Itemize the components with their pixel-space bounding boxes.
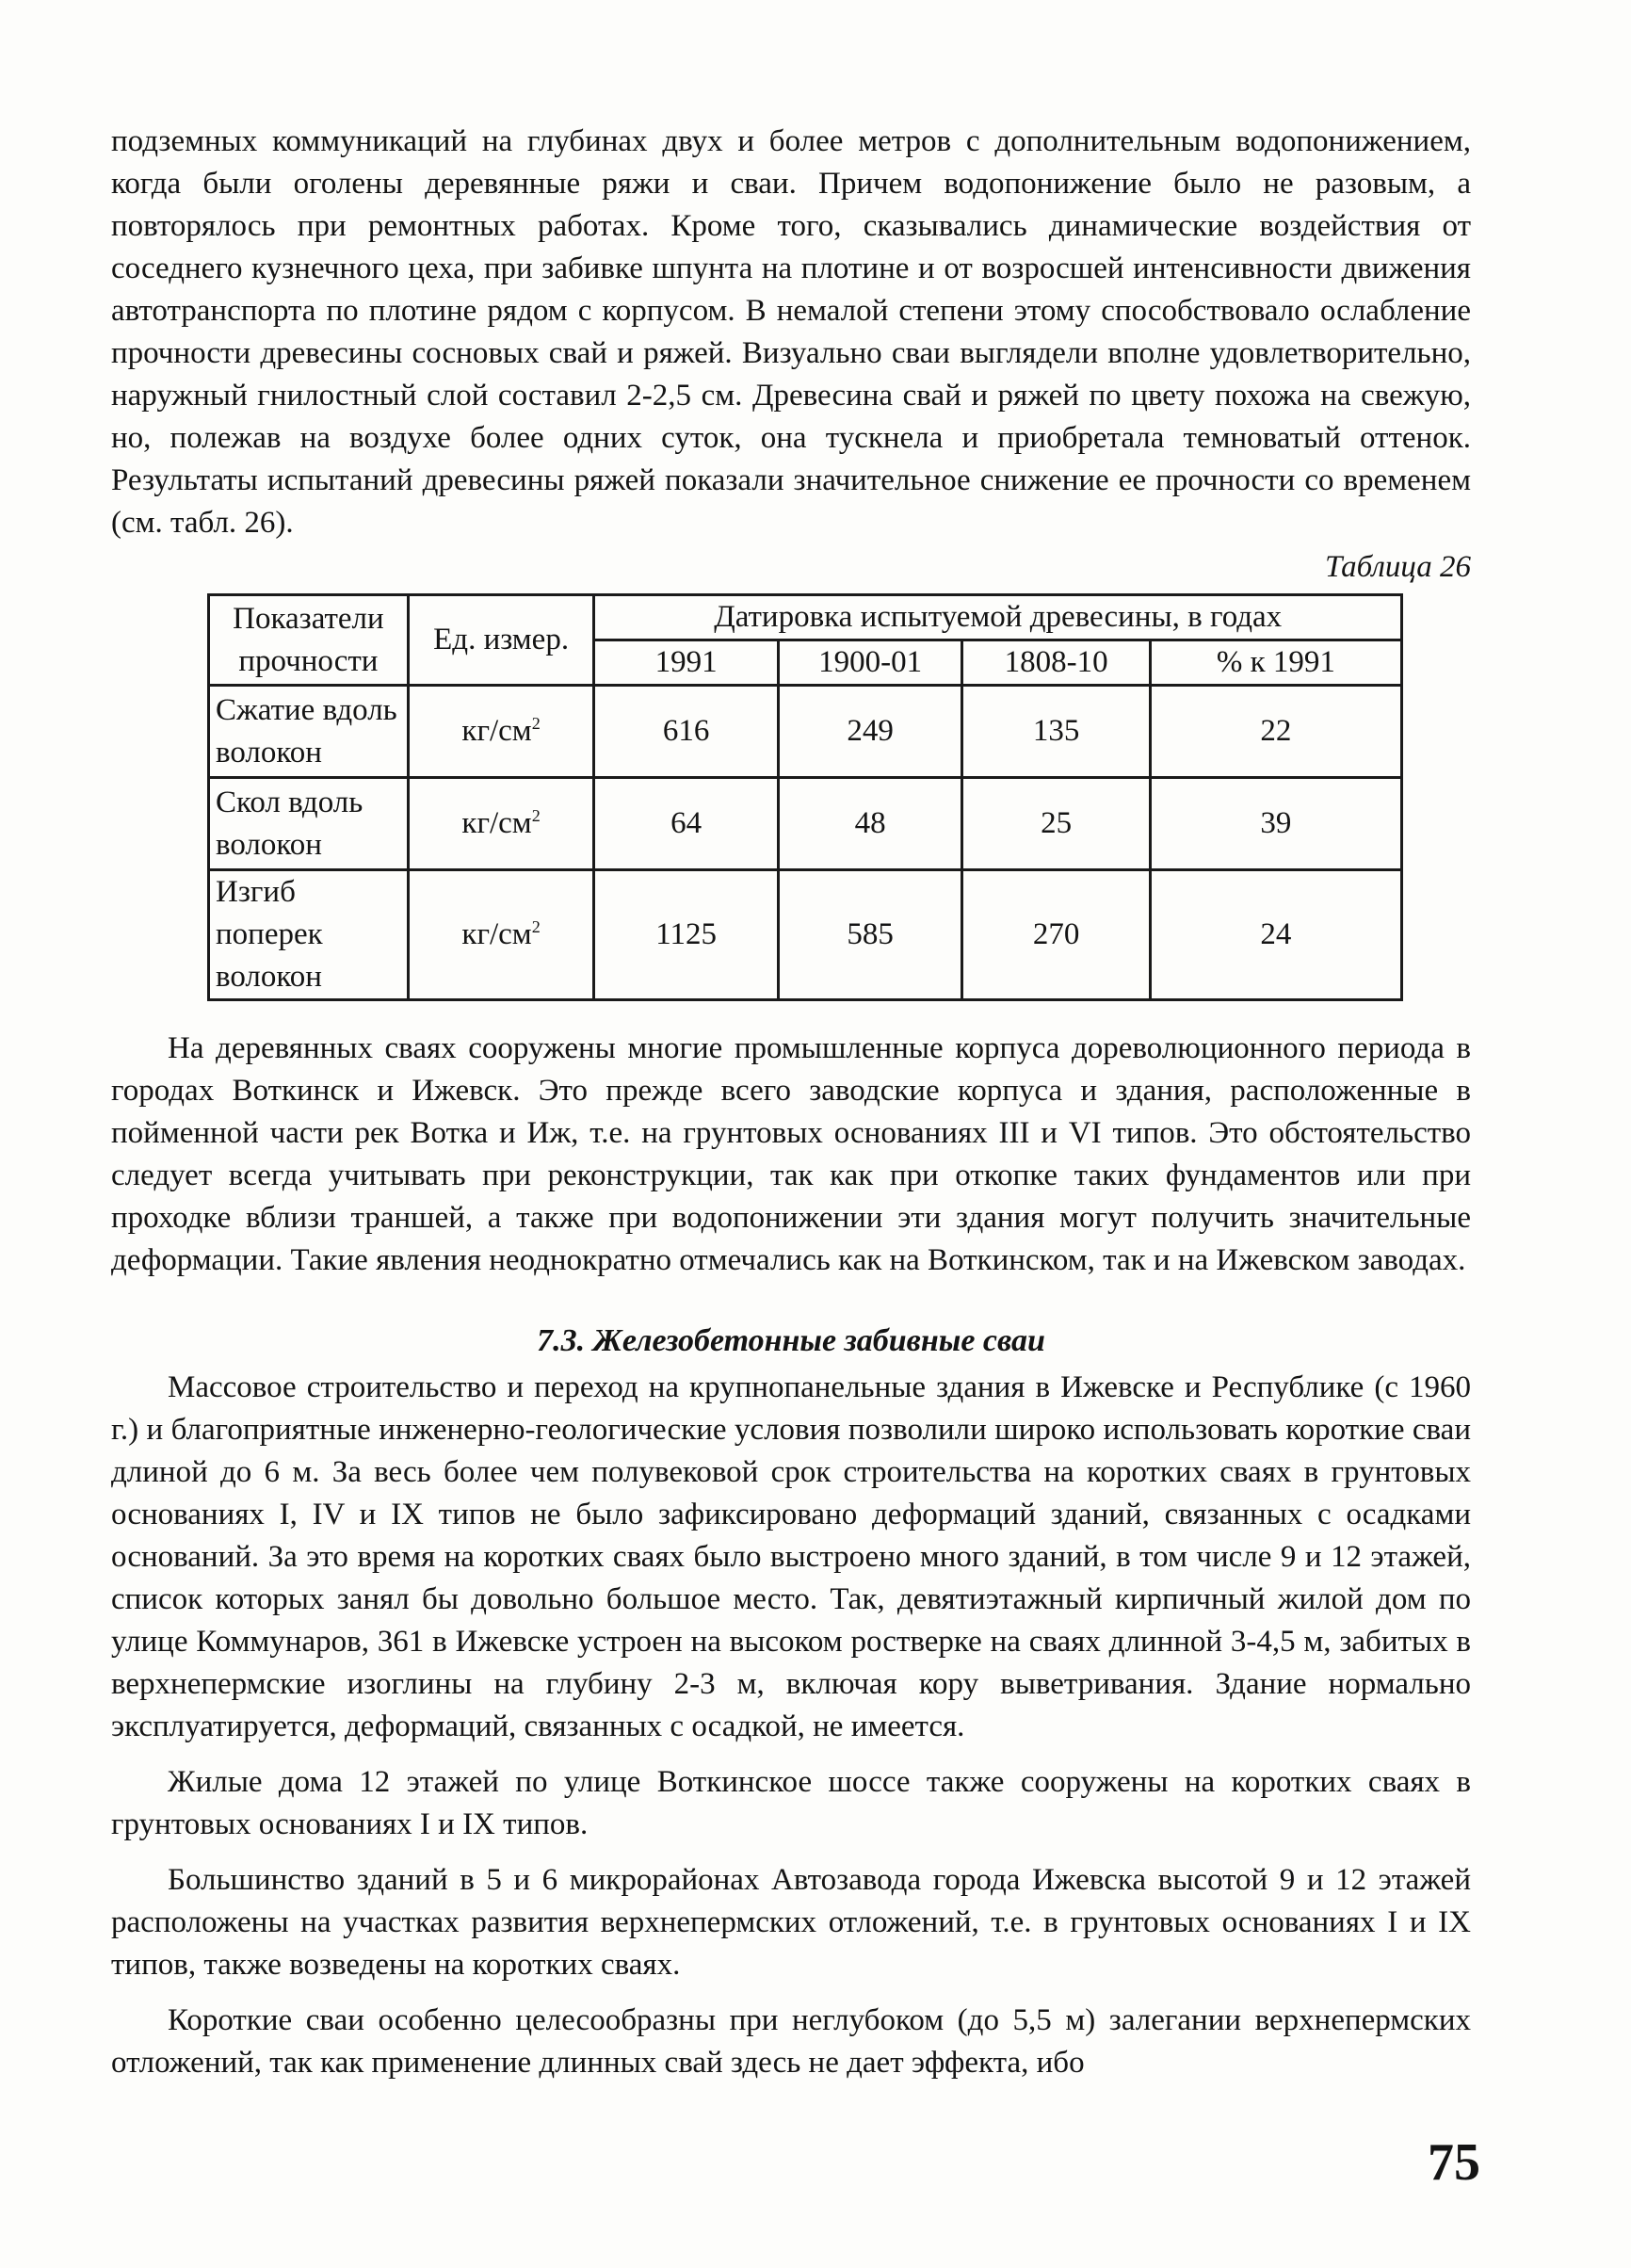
intro-paragraph: подземных коммуникаций на глубинах двух и более метров с дополнительным водопонижением, когда были оголены деревянные ряжи и сваи. Причем водопонижение было не разовым, а повторялось при ремонтных работах. Кроме того, сказывались динамические воздействия от соседнего кузнечного цеха, при забивке шпунта на плотине и от возросшей интенсивности движения автотранспорта по плотине рядом с корпусом. В немалой степени этому способствовало ослабление прочности древесины сосновых свай и ряжей. Визуально сваи выглядели вполне удовлетворительно, наружный гнилостный слой составил 2-2,5 см. Древесина свай и ряжей по цвету похожа на свежую, но, полежав на воздухе более одних суток, она тускнела и приобретала темноватый оттенок. Результаты испытаний древесины ряжей показали значительное снижение ее прочности со временем (см. табл. 26). — [111, 124, 1471, 540]
row-unit — [408, 870, 594, 1000]
row-value: 1125 — [594, 870, 778, 1000]
wooden-piles-paragraph: На деревянных сваях сооружены многие промышленные корпуса дореволюционного периода в городах Воткинск и Ижевск. Это прежде всего заводские корпуса и здания, расположенные в пойменной части рек Вотка и Иж, т.е. на грунтовых основаниях III и VI типов. Это обстоятельство следует всегда учитывать при реконструкции, так как при откопке таких фундаментов или при проходке вблизи траншей, а также при водопонижении эти здания могут получить значительные деформации. Такие явления неоднократно отмечались как на Воткинском, так и на Ижевском заводах. — [111, 1031, 1471, 1277]
table-caption: Таблица 26 — [1325, 550, 1471, 584]
row-name: Сжатие вдоль волокон — [209, 686, 409, 778]
row-value: 616 — [594, 686, 778, 778]
unit-exponent: 2 — [531, 714, 541, 733]
header-indicator: Показатели прочности — [209, 595, 409, 686]
row-value: 135 — [962, 686, 1150, 778]
row-value: 25 — [962, 778, 1150, 870]
unit-base: кг/см — [461, 806, 532, 840]
section-paragraph: Жилые дома 12 этажей по улице Воткинское шоссе также сооружены на коротких сваях в грунтовых основаниях I и IX типов. — [111, 1765, 1471, 1841]
row-value: 249 — [778, 686, 962, 778]
header-percent: % к 1991 — [1150, 640, 1401, 686]
header-year-1808: 1808-10 — [962, 640, 1150, 686]
unit-exponent: 2 — [531, 917, 541, 936]
row-value: 585 — [778, 870, 962, 1000]
row-value: 24 — [1150, 870, 1401, 1000]
row-unit — [408, 778, 594, 870]
header-dating: Датировка испытуемой древесины, в годах — [594, 595, 1402, 640]
section-paragraph: Большинство зданий в 5 и 6 микрорайонах Автозавода города Ижевска высотой 9 и 12 этажей расположены на участках развития верхнепермских отложений, т.е. в грунтовых основаниях I и IX типов, также возведены на коротких сваях. — [111, 1863, 1471, 1982]
wood-strength-table — [207, 593, 1403, 1001]
unit-exponent: 2 — [531, 806, 541, 825]
section-heading: 7.3. Железобетонные забивные сваи — [537, 1323, 1045, 1358]
row-value: 64 — [594, 778, 778, 870]
section-paragraph: Короткие сваи особенно целесообразны при неглубоком (до 5,5 м) залегании верхнепермских отложений, так как применение длинных свай здесь не дает эффекта, ибо — [111, 2003, 1471, 2080]
table-row — [209, 686, 1402, 778]
row-name: Изгиб поперек волокон — [209, 870, 409, 1000]
row-unit — [408, 686, 594, 778]
header-unit: Ед. измер. — [408, 595, 594, 686]
page-content — [111, 121, 1471, 2084]
row-value: 270 — [962, 870, 1150, 1000]
table-row — [209, 870, 1402, 1000]
section-paragraph: Массовое строительство и переход на крупнопанельные здания в Ижевске и Республике (с 1960 г.) и благоприятные инженерно-геологические условия позволили широко использовать короткие сваи длиной до 6 м. За весь более чем полувековой срок строительства на коротких сваях в грунтовых основаниях I, IV и IX типов не было зафиксировано деформаций зданий, связанных с осадками оснований. За это время на коротких сваях было выстроено много зданий, в том числе 9 и 12 этажей, список которых занял бы довольно большое место. Так, девятиэтажный кирпичный жилой дом по улице Коммунаров, 361 в Ижевске устроен на высоком ростверке на сваях длинной 3-4,5 м, забитых в верхнепермские изоглины на глубину 2-3 м, включая кору выветривания. Здание нормально эксплуатируется, деформаций, связанных с осадкой, не имеется. — [111, 1370, 1471, 1743]
row-name: Скол вдоль волокон — [209, 778, 409, 870]
header-year-1900: 1900-01 — [778, 640, 962, 686]
row-value: 39 — [1150, 778, 1401, 870]
unit-base: кг/см — [461, 917, 532, 951]
row-value: 48 — [778, 778, 962, 870]
page-number: 75 — [1428, 2133, 1480, 2192]
row-value: 22 — [1150, 686, 1401, 778]
unit-base: кг/см — [461, 714, 532, 748]
header-year-1991: 1991 — [594, 640, 778, 686]
table-row — [209, 778, 1402, 870]
